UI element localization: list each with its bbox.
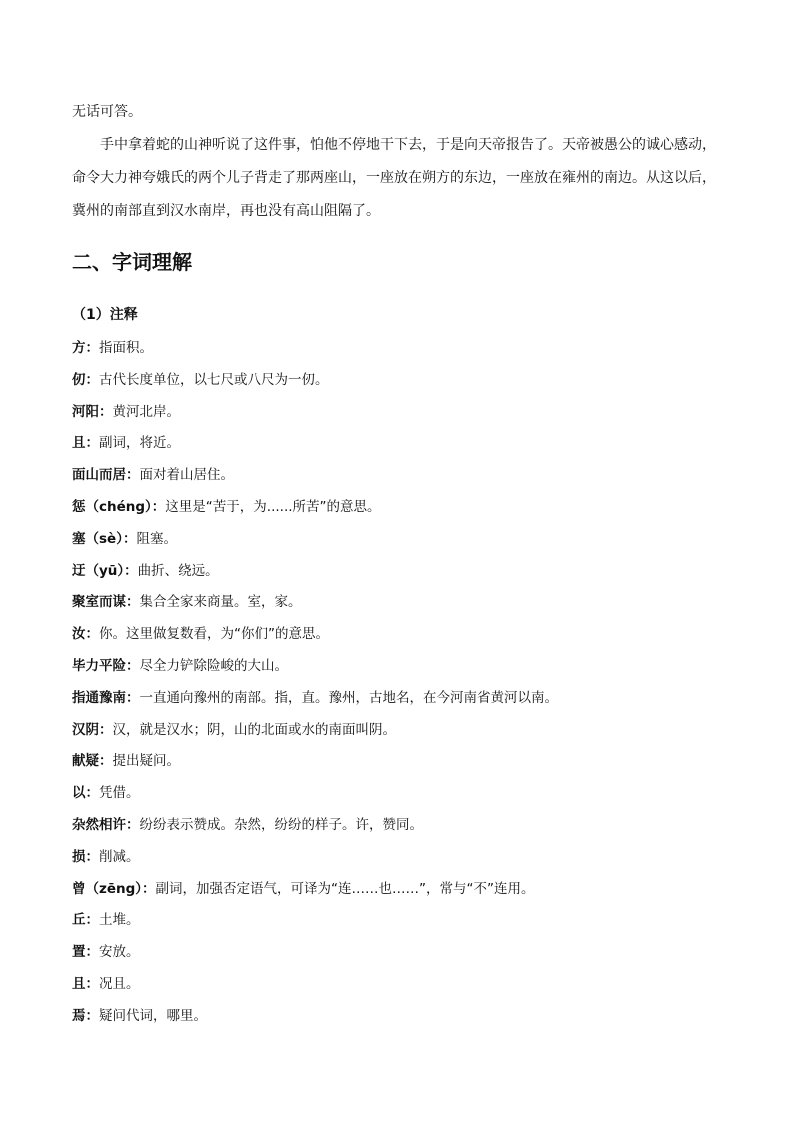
glossary-term: 迂（yū） [72, 562, 125, 579]
glossary-separator: ： [85, 371, 99, 388]
glossary-term: 毕力平险 [72, 657, 126, 674]
glossary-definition: 集合全家来商量。室，家。 [139, 594, 302, 611]
glossary-separator: ： [122, 530, 137, 547]
glossary-definition: 凭借。 [99, 785, 140, 802]
glossary-item [72, 492, 732, 524]
glossary-term: 曾（zēng） [72, 880, 143, 897]
glossary-definition: 土堆。 [99, 912, 140, 929]
glossary-term: 仞 [72, 371, 86, 388]
glossary-separator: ： [85, 785, 99, 802]
glossary-separator: ： [85, 435, 99, 452]
paragraph-1: 无话可答。 [72, 104, 142, 120]
glossary-term: 指通豫南 [72, 689, 126, 706]
glossary-item [72, 619, 732, 651]
glossary-item [72, 1001, 732, 1033]
glossary-separator: ： [85, 848, 99, 865]
glossary-term: 杂然相许 [72, 816, 126, 833]
glossary-definition: 黄河北岸。 [112, 403, 180, 420]
glossary-definition: 副词，将近。 [99, 435, 180, 452]
glossary-term: 损 [72, 848, 86, 865]
glossary-item [72, 460, 732, 492]
glossary-separator: ： [85, 944, 99, 961]
glossary-item [72, 937, 732, 969]
glossary-term: 方 [72, 340, 86, 356]
glossary-term: 焉 [72, 1007, 86, 1024]
glossary-separator: ： [126, 467, 140, 484]
glossary-definition: 副词，加强否定语气，可译为“连……也……”，常与“不”连用。 [155, 880, 535, 897]
glossary-term: 塞（sè） [72, 530, 123, 547]
glossary-item [72, 556, 732, 588]
glossary-term: 聚室而谋 [72, 594, 126, 611]
glossary-item [72, 524, 732, 556]
glossary-term: 汉阴 [72, 721, 99, 738]
glossary-separator: ： [126, 816, 140, 833]
glossary-separator: ： [124, 562, 138, 579]
glossary-definition: 指面积。 [99, 340, 153, 356]
glossary-definition: 尽全力铲除险峻的大山。 [139, 657, 288, 674]
glossary-separator: ： [85, 340, 99, 356]
glossary-item [72, 683, 732, 715]
glossary-separator: ： [126, 689, 140, 706]
glossary-item [72, 778, 732, 810]
glossary-item [72, 397, 732, 429]
glossary-term: 汝 [72, 626, 86, 643]
glossary-item [72, 969, 732, 1001]
glossary-separator: ： [99, 403, 113, 420]
glossary-separator: ： [85, 975, 99, 992]
glossary-definition: 纷纷表示赞成。杂然，纷纷的样子。许，赞同。 [139, 816, 423, 833]
glossary-separator: ： [151, 498, 166, 515]
glossary-separator: ： [99, 753, 113, 770]
glossary-definition: 阻塞。 [136, 530, 177, 547]
glossary-definition: 你。这里做复数看，为“你们”的意思。 [99, 626, 329, 643]
glossary-definition: 提出疑问。 [112, 753, 180, 770]
glossary-separator: ： [85, 912, 99, 929]
glossary-item [72, 810, 732, 842]
glossary-term: 面山而居 [72, 467, 126, 484]
glossary-definition: 面对着山居住。 [139, 467, 234, 484]
glossary-term: 且 [72, 975, 86, 992]
glossary-item [72, 365, 732, 397]
section-title: 二、字词理解 [72, 250, 192, 274]
glossary-term: 河阳 [72, 403, 99, 420]
glossary-separator: ： [142, 880, 156, 897]
subheading-annotations: （1）注释 [72, 307, 138, 323]
glossary-item [72, 333, 732, 365]
glossary-definition: 一直通向豫州的南部。指，直。豫州，古地名，在今河南省黄河以南。 [139, 689, 558, 706]
glossary-separator: ： [126, 657, 140, 674]
glossary-definition: 况且。 [99, 975, 140, 992]
glossary-term: 置 [72, 944, 86, 961]
glossary-definition: 汉，就是汉水；阴，山的北面或水的南面叫阴。 [112, 721, 396, 738]
glossary-item [72, 428, 732, 460]
paragraph-2: 手中拿着蛇的山神听说了这件事，怕他不停地干下去，于是向天帝报告了。天帝被愚公的诚心感动，命令大力神夸娥氏的两个儿子背走了那两座山，一座放在朔方的东边，一座放在雍州的南边。从这以后，冀州的南部直到汉水南岸，再也没有高山阻隔了。 [72, 137, 716, 219]
glossary-definition: 古代长度单位，以七尺或八尺为一仞。 [99, 371, 329, 388]
glossary-definition: 削减。 [99, 848, 140, 865]
glossary-separator: ： [85, 1007, 99, 1024]
glossary-item [72, 905, 732, 937]
glossary-term: 丘 [72, 912, 86, 929]
glossary-item [72, 715, 732, 747]
glossary-definition: 这里是“苦于，为......所苦”的意思。 [165, 498, 381, 515]
glossary-separator: ： [126, 594, 140, 611]
glossary-separator: ： [99, 721, 113, 738]
glossary-list [72, 333, 732, 1033]
glossary-item [72, 874, 732, 906]
glossary-item [72, 746, 732, 778]
glossary-item [72, 587, 732, 619]
glossary-definition: 疑问代词，哪里。 [99, 1007, 207, 1024]
glossary-definition: 曲折、绕远。 [137, 562, 219, 579]
glossary-separator: ： [85, 626, 99, 643]
glossary-term: 惩（chéng） [72, 498, 152, 515]
glossary-definition: 安放。 [99, 944, 140, 961]
glossary-item [72, 842, 732, 874]
glossary-term: 献疑 [72, 753, 99, 770]
glossary-term: 且 [72, 435, 86, 452]
glossary-item [72, 651, 732, 683]
glossary-term: 以 [72, 785, 86, 802]
